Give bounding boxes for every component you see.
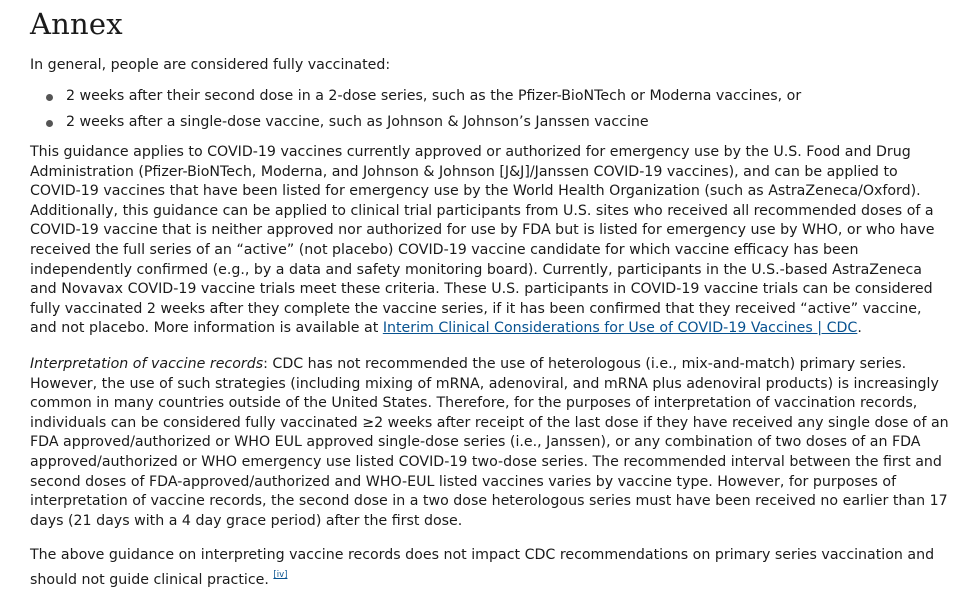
intro-text: In general, people are considered fully vaccinated: [30,57,391,73]
closing-text: The above guidance on interpreting vaccine records does not impact CDC recommendations on primary series vaccination and should not guide clinical practice. [30,547,935,588]
bullet-icon [46,94,53,101]
list-item-text: 2 weeks after a single-dose vaccine, such as Johnson & Johnson’s Janssen vaccine [66,113,649,130]
interpretation-paragraph [30,355,950,531]
page-title: Annex [30,7,123,41]
list-item [30,87,950,107]
interpretation-text: : CDC has not recommended the use of heterologous (i.e., mix-and-match) primary series. However, the use of such strategies (including mixing of mRNA, adenoviral, and mRNA plus adenoviral products) is increasingly common in many countries outside of the United States. Therefore, for the purposes of interpretation of vaccination records, individuals can be considered fully vaccinated ≥2 weeks after receipt of the last dose if they have received any single dose of an FDA approved/authorized or WHO EUL approved single-dose series (i.e., Janssen), or any combination of two doses of an FDA approved/authorized or WHO emergency use listed COVID-19 two-dose series. The recommended interval between the first and second doses of FDA-approved/authorized and WHO-EUL listed vaccines varies by vaccine type. However, for purposes of interpretation of vaccine records, the second dose in a two dose heterologous series must have been received no earlier than 17 days (21 days with a 4 day grace period) after the first dose. [30,355,949,529]
list-item [30,113,950,133]
guidance-text: This guidance applies to COVID-19 vaccines currently approved or authorized for emergency use by the U.S. Food and Drug Administration (Pfizer-BioNTech, Moderna, and Johnson & Johnson [J&J]/Janssen COVID-19 vaccines), and can be applied to COVID-19 vaccines that have been listed for emergency use by the World Health Organization (such as AstraZeneca/Oxford). Additionally, this guidance can be applied to clinical trial participants from U.S. sites who received all recommended doses of a COVID-19 vaccine that is neither approved nor authorized for use by FDA but is listed for emergency use by WHO, or who have received the full series of an “active” (not placebo) COVID-19 vaccine candidate for which vaccine efficacy has been independently confirmed (e.g., by a data and safety monitoring board). Currently, participants in the U.S.-based AstraZeneca and Novavax COVID-19 vaccine trials meet these criteria. These U.S. participants in COVID-19 vaccine trials can be considered fully vaccinated 2 weeks after they complete the vaccine series, if it has been confirmed that they received “active” vaccine, and not placebo. More information is available at [30,144,935,337]
list-item-text: 2 weeks after their second dose in a 2-dose series, such as the Pfizer-BioNTech or Moderna vaccines, or [66,87,802,104]
interpretation-label: Interpretation of vaccine records [30,355,264,372]
guidance-end: . [857,320,862,337]
closing-paragraph [30,546,950,590]
bullet-icon [46,120,53,127]
vaccination-criteria-list [30,87,950,133]
footnote-link[interactable]: [iv] [273,569,288,580]
guidance-paragraph [30,143,950,339]
interim-clinical-considerations-link[interactable]: Interim Clinical Considerations for Use of COVID-19 Vaccines | CDC [382,320,858,337]
